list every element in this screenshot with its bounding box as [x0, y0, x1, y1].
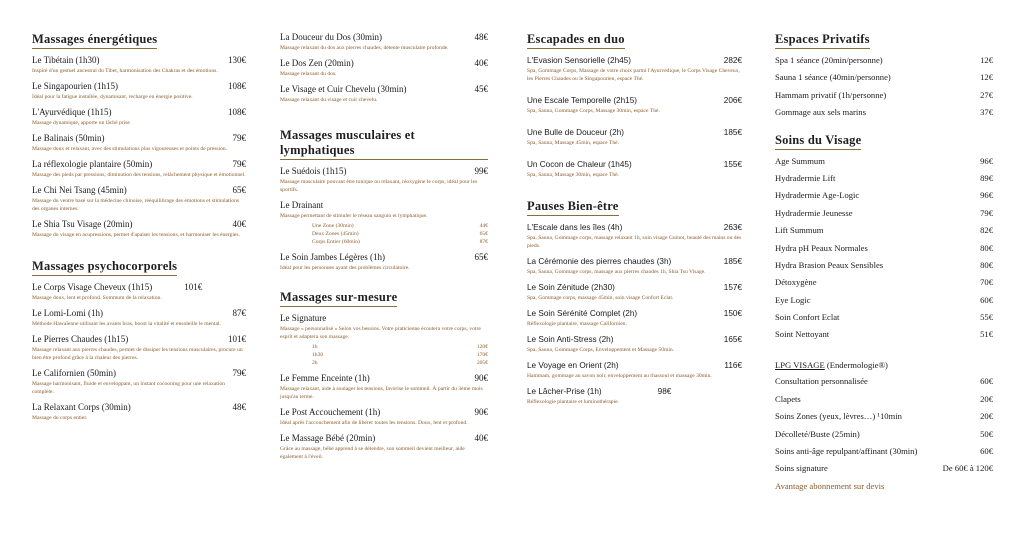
row-label: Hydradermie Jeunesse [775, 207, 853, 218]
row-label: Soins anti-âge repulpant/affinant (30min) [775, 446, 918, 457]
price-row [775, 329, 993, 340]
section-title-face: Soins du Visage [775, 133, 861, 150]
price-row [775, 376, 993, 387]
item-desc: Spa, Sauna, Gommage corps, massage aux pierres chaudes 1h, Shia Tsu Visage. [527, 269, 706, 275]
section-pauses [527, 193, 742, 406]
item-desc: Massage relaxant du dos. [280, 71, 337, 77]
item-desc: Massage du corps entier. [32, 415, 88, 421]
price-row [775, 55, 993, 66]
price-row [775, 190, 993, 201]
price-row [775, 156, 993, 167]
item-name: Le Lomi-Lomi (1h) [32, 308, 103, 318]
item-price: 185€ [723, 128, 742, 137]
menu-item [527, 95, 742, 115]
sub-option [312, 238, 488, 246]
column-3 [527, 26, 742, 416]
row-price: 55€ [980, 312, 993, 323]
price-row [775, 394, 993, 405]
item-desc: Massage musculaire pouvant être tonique ou relaxant, réoxygène le corps, idéal pour les sportifs. [280, 179, 478, 193]
item-desc: Spa, Sauna, Massage 45min, espace Thé. [527, 140, 620, 146]
column-1 [32, 26, 246, 432]
item-desc: Massage des pieds par pressions; diminution des tensions, relâchement physique et émotionnel. [32, 172, 246, 178]
menu-item [527, 334, 742, 354]
menu-item [280, 373, 488, 401]
section-energetiques [32, 26, 246, 239]
item-desc: Spa, Sauna, Gommage Corps, Massage 30min, espace Thé. [527, 108, 660, 114]
sub-price: 87€ [479, 239, 488, 245]
section-title: Massages psychocorporels [32, 259, 177, 276]
item-name: Le Suédois (1h15) [280, 166, 347, 176]
sub-price: 205€ [476, 360, 488, 366]
item-desc: Méthode Hawaïenne utilisant les avants bras, boost la vitalité et ensoleille le mental. [32, 321, 221, 327]
lpg-title-main: LPG VISAGE [775, 360, 825, 371]
sub-label: 1h30 [312, 352, 324, 358]
item-price [482, 313, 488, 324]
item-desc: Massage doux, lent et profond. Sommum de la relaxation. [32, 295, 162, 301]
section-duo [527, 26, 742, 179]
item-price: 98€ [657, 387, 672, 396]
item-desc: Spa, Gommage Corps, Massage de votre choix parmi l'Ayurvédique, le Corps Visage Cheveux, les Pierres Chaudes ou le Singapourien, espace Thé. [527, 68, 740, 82]
sub-price: 170€ [476, 352, 488, 358]
item-name: Un Cocon de Chaleur (1h45) [527, 160, 632, 169]
item-name: Le Dos Zen (20min) [280, 58, 354, 68]
item-desc: Grâce au massage, bébé apprend à se détendre, son sommeil devient meilleur, aide également à l'éveil. [280, 446, 465, 460]
row-label: Consultation personnalisée [775, 376, 868, 387]
section-massages-suite [280, 32, 488, 104]
item-desc: Massage relaxant du visage et cuir chevelu. [280, 97, 378, 103]
item-name: Le Voyage en Orient (2h) [527, 361, 619, 370]
sub-options [312, 343, 488, 367]
menu-item [527, 55, 742, 83]
item-name: La réflexologie plantaire (50min) [32, 159, 153, 169]
lpg-title [775, 360, 993, 370]
item-price: 79€ [232, 159, 246, 169]
item-desc: Massage relaxant aux pierres chaudes, permet de dissiper les tensions musculaires, procure un bien être profond grâce à la chaleur des pierres. [32, 347, 243, 361]
item-name: Le Balinais (50min) [32, 133, 105, 143]
sub-label: 1h [312, 344, 318, 350]
menu-item [527, 308, 742, 328]
menu-item [32, 219, 246, 239]
item-price: 185€ [723, 257, 742, 266]
row-price: 60€ [980, 294, 993, 305]
menu-item [280, 252, 488, 272]
sub-price: 65€ [479, 231, 488, 237]
sub-options [312, 222, 488, 246]
menu-item [527, 360, 742, 380]
subscription-note: Avantage abonnement sur devis [775, 480, 885, 491]
section-sur-mesure [280, 284, 488, 461]
item-desc: Réflexologie plantaire et luminothérapie. [527, 399, 619, 405]
item-desc: Massage du visage en acupressions, permet d'apaiser les tensions, et harmoniser les énergies. [32, 232, 240, 238]
row-label: Hydradermie Lift [775, 172, 836, 183]
item-desc: Massage « personnalisé » Selon vos besoins. Votre praticienne écoutera votre corps, votre esprit et adaptera son massage. [280, 326, 481, 340]
row-price: 60€ [980, 446, 993, 457]
menu-item [32, 185, 246, 213]
menu-item [32, 55, 246, 75]
private-list [775, 55, 993, 118]
row-price: 89€ [980, 172, 993, 183]
item-desc: Spa, Sauna, Massage 30min, espace Thé. [527, 172, 620, 178]
lpg-title-sub: (Endermologie®) [824, 360, 888, 371]
sub-price: 44€ [479, 223, 488, 229]
item-price: 99€ [474, 166, 488, 176]
item-name: Le Chi Nei Tsang (45min) [32, 185, 127, 195]
column-4 [775, 26, 993, 491]
price-row [775, 107, 993, 118]
item-price: 87€ [232, 308, 246, 318]
row-price: 51€ [980, 329, 993, 340]
menu-item [32, 107, 246, 127]
item-desc: Idéal pour les personnes ayant des problèmes circulatoire. [280, 265, 410, 271]
row-price: 37€ [980, 107, 993, 118]
item-name: Le Soin Sérénité Complet (2h) [527, 309, 638, 318]
menu-item [527, 127, 742, 147]
price-row [775, 411, 993, 422]
item-desc: Massage relaxant, aide à soulager les tensions, favorise le sommeil. À partir du 3ème mois jusqu'au terme. [280, 386, 483, 400]
item-name: Le Pierres Chaudes (1h15) [32, 334, 129, 344]
item-name: L'Escale dans les îles (4h) [527, 223, 623, 232]
item-price: 101€ [228, 334, 246, 344]
item-price [482, 200, 488, 211]
price-row [775, 225, 993, 236]
menu-item [280, 84, 488, 104]
price-row [775, 429, 993, 440]
item-desc: Idéal après l'accouchement afin de libérer toutes les tensions. Doux, lent et profond. [280, 420, 468, 426]
row-label: Gommage aux sels marins [775, 107, 866, 118]
item-price: 90€ [474, 373, 488, 383]
menu-item [527, 282, 742, 302]
menu-item [280, 407, 488, 427]
price-row [775, 72, 993, 83]
menu-item [527, 386, 742, 406]
price-row [775, 312, 993, 323]
row-price: 96€ [980, 190, 993, 201]
menu-item [32, 334, 246, 362]
item-name: Le Soin Anti-Stress (2h) [527, 335, 614, 344]
row-price: 12€ [980, 55, 993, 65]
menu-item [280, 32, 488, 52]
row-label: Hydra Brasion Peaux Sensibles [775, 259, 884, 270]
price-row [775, 295, 993, 306]
item-desc: Inspiré d'un gestuel ancestral du Tibet, harmonisation des Chakras et des émotions. [32, 68, 218, 74]
item-name: La Cérémonie des pierres chaudes (3h) [527, 257, 672, 266]
item-desc: Massage harmonisant, fluide et enveloppant, un instant cocooning pour une relaxation complète. [32, 381, 225, 395]
sub-option [312, 343, 488, 351]
item-desc: Hammam, gommage au savon noir, enveloppement au rhassoul et massage 30min. [527, 373, 712, 379]
item-name: Le Tibétain (1h30) [32, 55, 100, 65]
sub-option [312, 351, 488, 359]
row-price: 96€ [980, 155, 993, 166]
row-price: 50€ [980, 428, 993, 439]
item-name: La Relaxant Corps (30min) [32, 402, 131, 412]
item-name: Le Corps Visage Cheveux (1h15) [32, 282, 153, 292]
item-price: 45€ [474, 84, 488, 94]
item-name: Le Californien (50min) [32, 368, 116, 378]
sub-label: Deux Zones (45min) [312, 231, 359, 237]
menu-item [280, 433, 488, 461]
row-price: 12€ [980, 72, 993, 83]
row-price: 20€ [980, 411, 993, 422]
row-label: Sauna 1 séance (40min/personne) [775, 72, 891, 83]
menu-item [32, 368, 246, 396]
item-price: 165€ [723, 335, 742, 344]
menu-item [32, 282, 246, 302]
item-name: Le Visage et Cuir Chevelu (30min) [280, 84, 407, 94]
item-name: Le Signature [280, 313, 327, 323]
menu-item [280, 200, 488, 246]
row-price: 27€ [980, 89, 993, 100]
item-price: 157€ [723, 283, 742, 292]
sub-label: Corps Entier (60min) [312, 239, 360, 245]
menu-item [280, 313, 488, 367]
menu-item [280, 58, 488, 78]
item-price: 40€ [232, 219, 246, 229]
item-name: Le Massage Bébé (20min) [280, 433, 376, 443]
menu-item [32, 159, 246, 179]
item-name: Le Soin Zénitude (2h30) [527, 283, 615, 292]
row-label: Soint Nettoyant [775, 329, 830, 340]
sub-option [312, 230, 488, 238]
section-title: Massages musculaires et lymphatiques [280, 128, 488, 160]
item-price: 79€ [232, 368, 246, 378]
row-label: Spa 1 séance (20min/personne) [775, 55, 883, 65]
item-price: 48€ [232, 402, 246, 412]
price-row [775, 208, 993, 219]
item-price: 65€ [232, 185, 246, 195]
item-price: 108€ [228, 81, 246, 91]
sub-price: 120€ [476, 344, 488, 350]
item-name: Une Bulle de Douceur (2h) [527, 128, 624, 137]
item-price: 79€ [232, 133, 246, 143]
item-price: 206€ [723, 96, 742, 105]
item-price: 150€ [723, 309, 742, 318]
item-name: Le Shia Tsu Visage (20min) [32, 219, 133, 229]
row-label: Décolleté/Buste (25min) [775, 428, 860, 439]
item-price: 282€ [723, 56, 742, 65]
row-label: Soin Confort Eclat [775, 312, 840, 323]
item-name: Le Drainant [280, 200, 324, 210]
row-label: Détoxygène [775, 277, 817, 288]
price-row [775, 243, 993, 254]
row-label: Age Summum [775, 155, 825, 166]
row-label: Hydradermie Age-Logic [775, 190, 860, 201]
section-psychocorporels [32, 253, 246, 422]
row-price: De 60€ à 120€ [942, 463, 993, 474]
section-musculaires [280, 122, 488, 272]
item-desc: Massage doux et relaxant, avec des stimulations plus vigoureuses et points de pression. [32, 146, 228, 152]
item-desc: Spa, Sauna, Gommage corps, massage relaxant 1h, soin visage Guinot, beauté des mains ou des pieds. [527, 235, 742, 249]
menu-item [32, 308, 246, 328]
lpg-list [775, 376, 993, 474]
row-label: Soins Zones (yeux, lèvres…) ¹10min [775, 411, 902, 422]
item-price: 116€ [724, 361, 742, 370]
row-label: Clapets [775, 393, 801, 404]
sub-label: 2h [312, 360, 318, 366]
section-title: Massages énergétiques [32, 32, 157, 49]
price-row [775, 90, 993, 101]
price-row [775, 277, 993, 288]
item-price: 40€ [474, 433, 488, 443]
item-desc: Réflexologie plantaire, massage Californien. [527, 321, 627, 327]
item-name: Le Post Accouchement (1h) [280, 407, 381, 417]
item-price: 130€ [228, 55, 246, 65]
item-price: 48€ [474, 32, 488, 42]
menu-item [32, 81, 246, 101]
menu-item [32, 402, 246, 422]
row-label: Hydra pH Peaux Normales [775, 242, 868, 253]
item-desc: Spa, Sauna, Gommage Corps, Enveloppement et Massage 50min. [527, 347, 675, 353]
price-row [775, 260, 993, 271]
item-name: Le Singapourien (1h15) [32, 81, 118, 91]
item-name: L'Ayurvédique (1h15) [32, 107, 112, 117]
row-price: 80€ [980, 242, 993, 253]
item-desc: Massage relaxant du dos aux pierres chaudes, détente musculaire profonde. [280, 45, 449, 51]
item-price: 65€ [474, 252, 488, 262]
row-label: Soins signature [775, 463, 828, 474]
face-list [775, 156, 993, 341]
item-desc: Idéal pour la fatigue installée, dynamisant, recharge en énergie positive. [32, 94, 193, 100]
price-row [775, 173, 993, 184]
item-name: La Douceur du Dos (30min) [280, 32, 382, 42]
item-desc: Massage permettant de stimuler le réseau sanguin et lymphatique. [280, 213, 428, 219]
item-price: 90€ [474, 407, 488, 417]
item-desc: Massage du ventre basé sur la médecine chinoise, rééquilibrage des émotions et stimulations des organes internes. [32, 198, 240, 212]
item-desc: Spa, Gommage corps, massage 45min, soin visage Confort Eclat. [527, 295, 674, 301]
row-label: Hammam privatif (1h/personne) [775, 89, 887, 100]
menu-item [32, 133, 246, 153]
section-title: Pauses Bien-être [527, 199, 619, 216]
menu-item [527, 159, 742, 179]
row-price: 82€ [980, 225, 993, 236]
sub-option [312, 359, 488, 367]
item-price: 40€ [474, 58, 488, 68]
row-label: Eye Logic [775, 294, 811, 305]
price-row [775, 446, 993, 457]
section-title-private: Espaces Privatifs [775, 32, 870, 49]
item-desc: Massage dynamique, apporte un lâché prise [32, 120, 130, 126]
item-price: 155€ [723, 160, 742, 169]
row-price: 80€ [980, 259, 993, 270]
item-name: Le Femme Enceinte (1h) [280, 373, 370, 383]
row-price: 60€ [980, 376, 993, 387]
item-name: Le Lâcher-Prise (1h) [527, 387, 602, 396]
section-title: Massages sur-mesure [280, 290, 397, 307]
menu-item [280, 166, 488, 194]
item-price: 108€ [228, 107, 246, 117]
column-2 [280, 32, 488, 471]
menu-item [527, 222, 742, 250]
item-name: Une Escale Temporelle (2h15) [527, 96, 637, 105]
menu-item [527, 256, 742, 276]
sub-option [312, 222, 488, 230]
row-price: 70€ [980, 277, 993, 288]
row-price: 20€ [980, 393, 993, 404]
row-label: Lift Summum [775, 225, 824, 236]
item-price: 101€ [184, 282, 203, 292]
item-price: 263€ [723, 223, 742, 232]
row-price: 79€ [980, 207, 993, 218]
price-row [775, 463, 993, 474]
item-name: Le Soin Jambes Légères (1h) [280, 252, 385, 262]
sub-label: Une Zone (30min) [312, 223, 354, 229]
item-name: L'Evasion Sensorielle (2h45) [527, 56, 631, 65]
section-title: Escapades en duo [527, 32, 625, 49]
